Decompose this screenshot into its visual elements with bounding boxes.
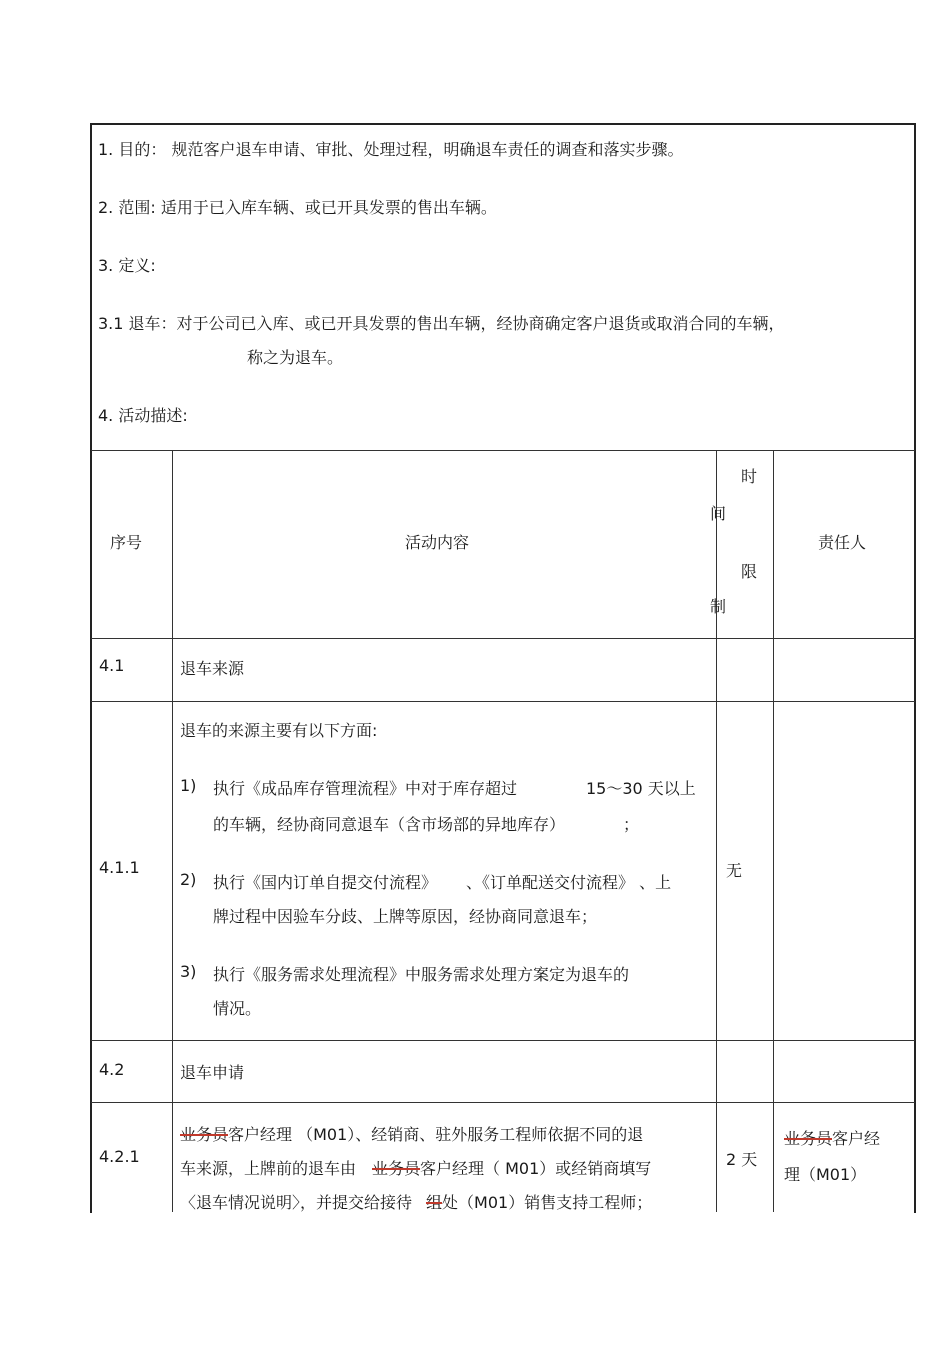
table-top-border [91,450,915,451]
row-time-limit: 无 [726,861,743,880]
list-item-text: 执行《服务需求处理流程》中服务需求处理方案定为退车的 [213,965,630,984]
list-item-text: 15～30 天以上 [586,779,696,798]
section-purpose: 1. 目的： 规范客户退车申请、审批、处理过程，明确退车责任的调查和落实步骤。 [98,140,684,159]
list-item-text: 、《订单配送交付流程》 、上 [466,873,672,892]
list-item-text: 情况。 [213,999,262,1018]
table-row-border [91,1102,915,1103]
row-seq: 4.2.1 [99,1147,140,1166]
section-definition-3-1: 3.1 退车：对于公司已入库、或已开具发票的售出车辆，经协商确定客户退货或取消合同的车辆， [98,314,785,333]
header-time-char: 时 [741,467,758,486]
header-content: 活动内容 [405,533,470,552]
row-seq: 4.1 [99,656,125,675]
table-header-border [91,638,915,639]
struck-text: 业务员 [180,1125,229,1144]
list-item-number: 3) [180,962,197,981]
row-content: 退车来源 [180,659,245,678]
header-time-char: 间 [710,504,727,523]
section-activity: 4. 活动描述: [98,406,188,425]
list-item-text: 的车辆，经协商同意退车（含市场部的异地库存） [213,815,566,834]
list-item-text: 牌过程中因验车分歧、上牌等原因，经协商同意退车； [213,907,598,926]
row-time-limit: 2 天 [726,1150,758,1169]
list-item-text: ； [623,815,640,834]
content-text: 车来源，上牌前的退车由 [180,1159,357,1178]
list-item-text: 执行《成品库存管理流程》中对于库存超过 [213,779,518,798]
row-owner-line: 理（M01） [784,1165,867,1184]
row-content-line [180,1156,651,1179]
row-owner-line [784,1126,880,1149]
section-scope: 2. 范围: 适用于已入库车辆、或已开具发票的售出车辆。 [98,198,497,217]
struck-text: 业务员 [372,1159,421,1178]
section-definition-3-1-cont: 称之为退车。 [247,348,344,367]
header-time-char: 制 [710,597,727,616]
row-content: 退车申请 [180,1063,245,1082]
content-text: 处（M01）销售支持工程师； [442,1193,653,1212]
list-item-number: 1) [180,776,197,795]
table-col-divider [172,450,173,1212]
content-text: 客户经理（ M01）或经销商填写 [420,1159,652,1178]
row-seq: 4.2 [99,1060,125,1079]
table-col-divider [773,450,774,1212]
section-definition: 3. 定义: [98,256,156,275]
struck-text: 业务员 [784,1129,833,1148]
struck-text: 组 [426,1193,443,1212]
list-item-number: 2) [180,870,197,889]
header-time-char: 限 [741,562,758,581]
row-content-line [180,1122,643,1145]
table-row-border [91,1040,915,1041]
row-seq: 4.1.1 [99,858,140,877]
row-content-line [180,1190,652,1213]
table-col-divider [716,450,717,1212]
header-owner: 责任人 [818,533,867,552]
content-text: 〈退车情况说明〉，并提交给接待 [180,1193,413,1212]
owner-text: 客户经 [832,1129,881,1148]
content-text: 客户经理 （M01）、经销商、驻外服务工程师依据不同的退 [228,1125,644,1144]
list-item-text: 执行《国内订单自提交付流程》 [213,873,438,892]
header-seq: 序号 [110,533,143,552]
table-row-border [91,701,915,702]
row-content-intro: 退车的来源主要有以下方面: [180,721,378,740]
